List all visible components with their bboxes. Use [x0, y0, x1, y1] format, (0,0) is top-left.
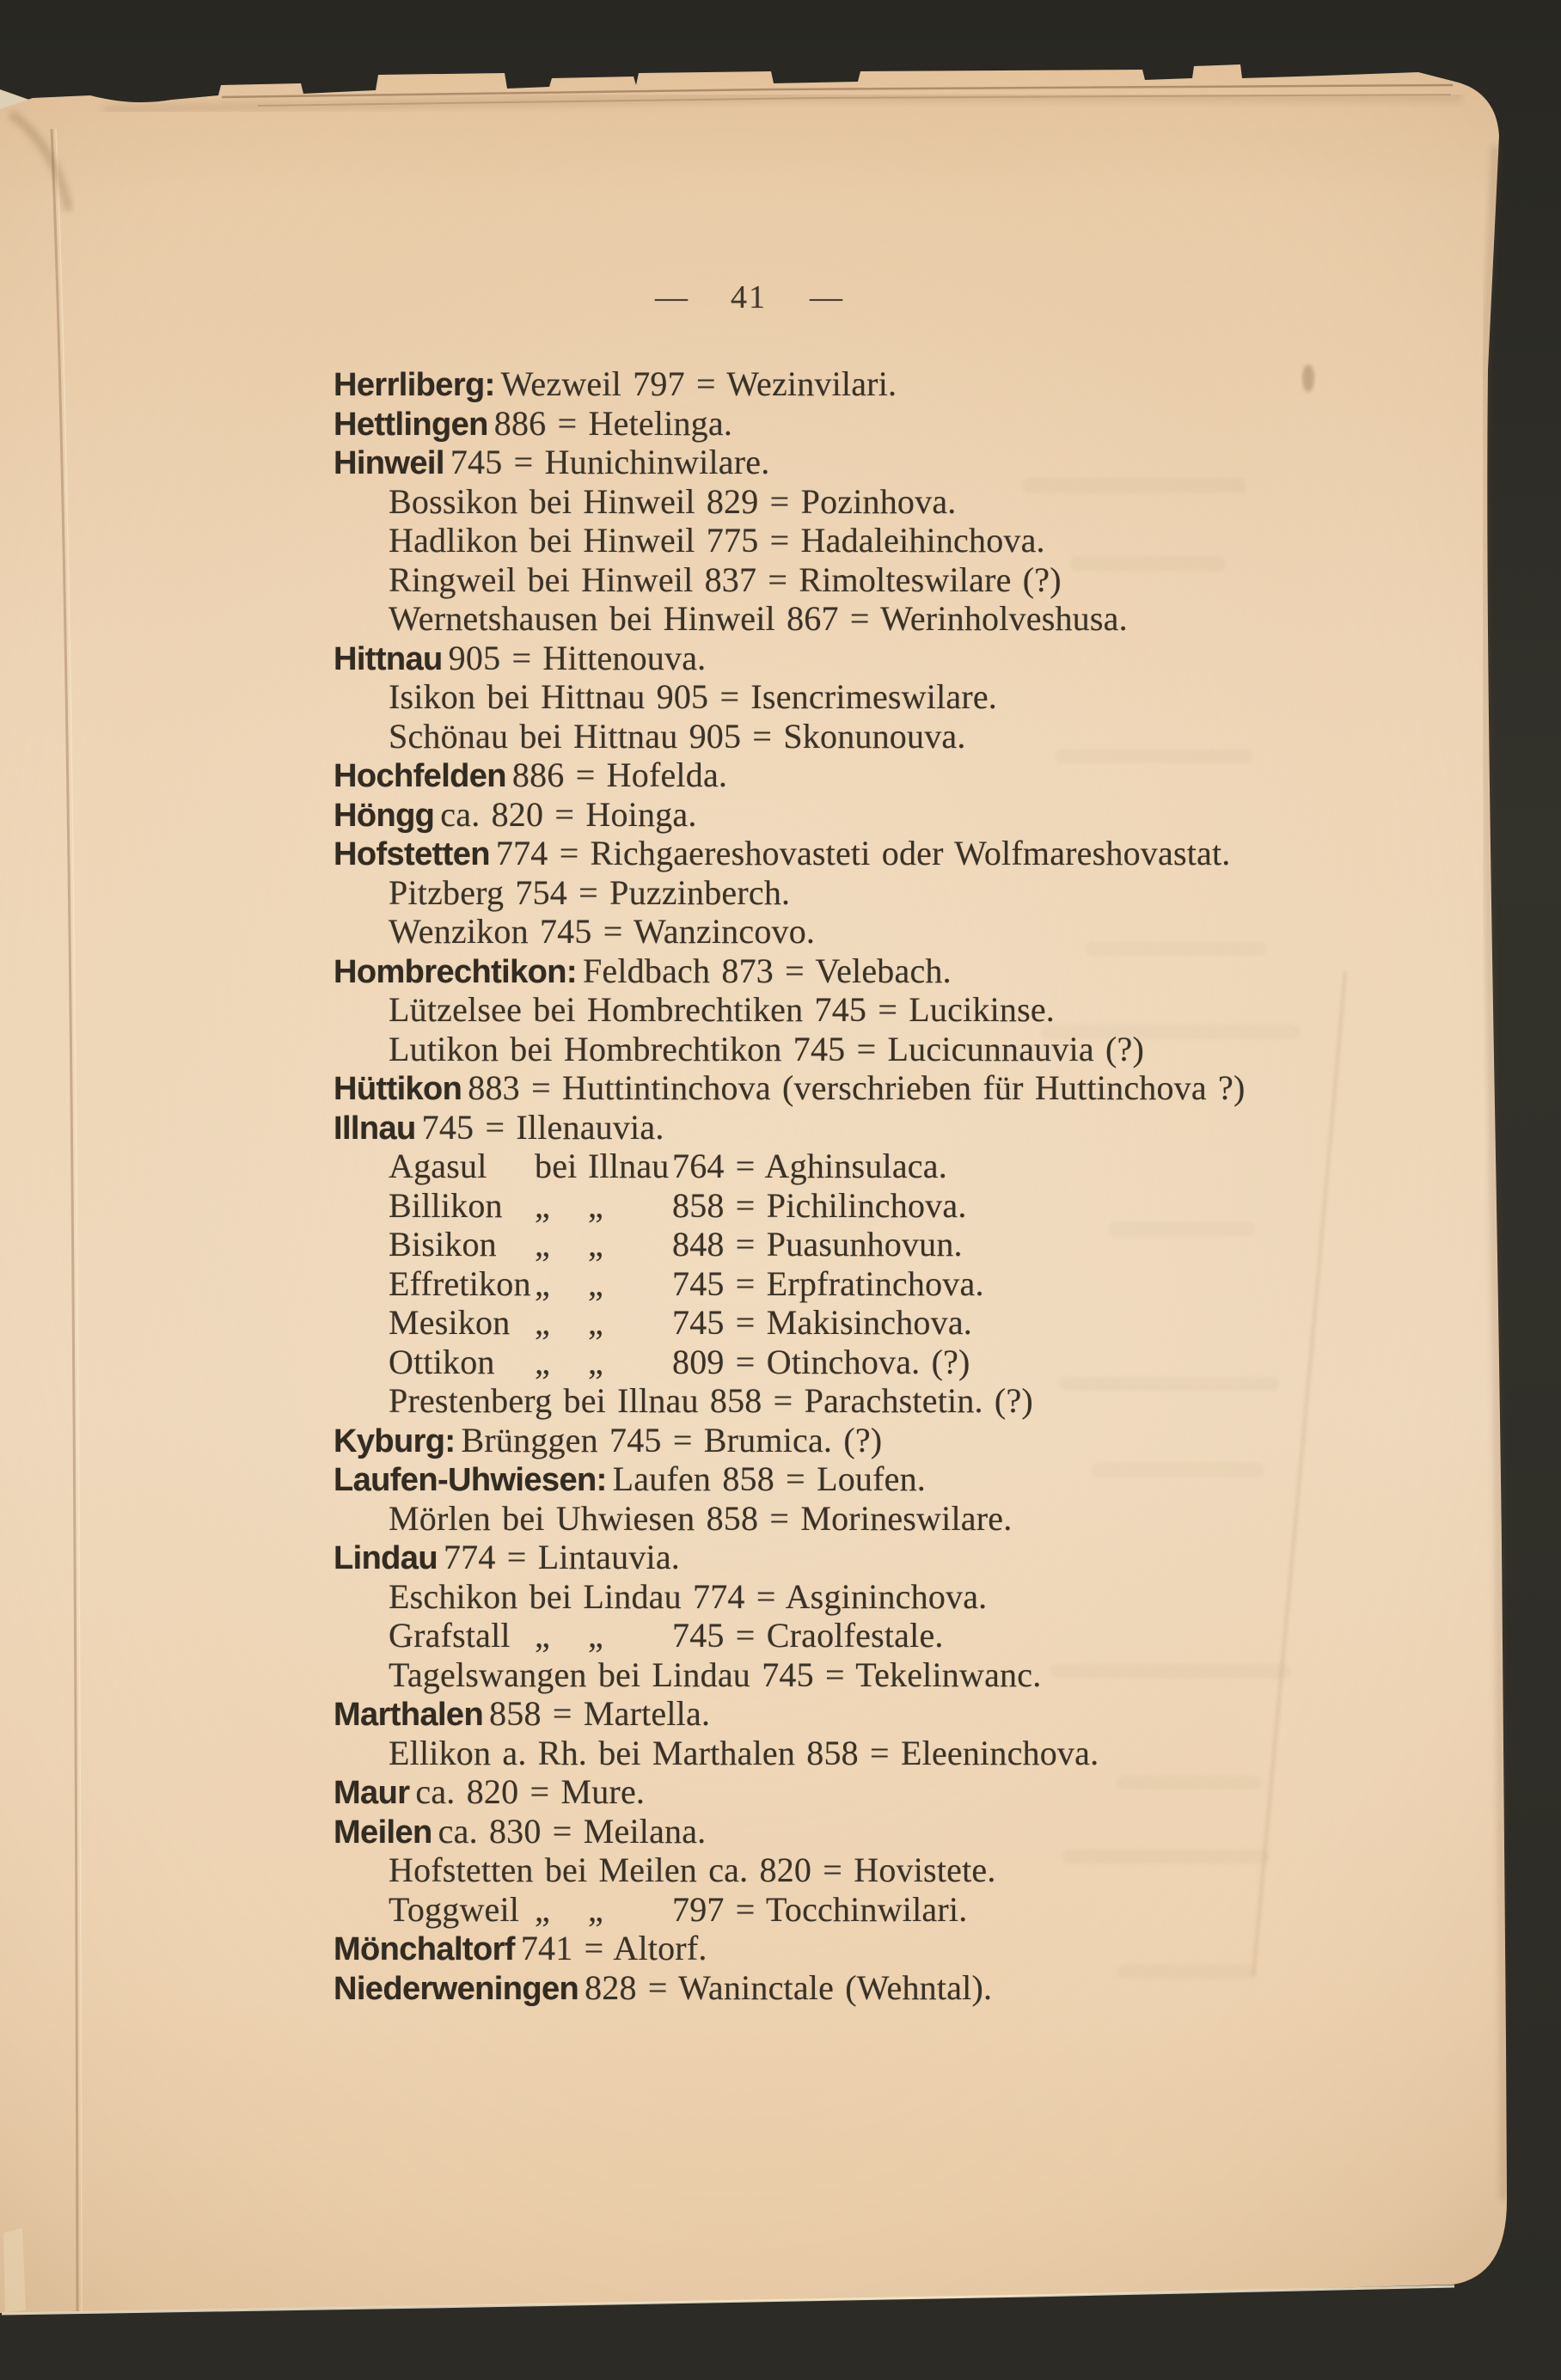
entry-line: [334, 1538, 1365, 1577]
entry-text: Wezweil 797 = Wezinvilari.: [500, 364, 897, 403]
sub-place-name: Billikon: [389, 1185, 503, 1225]
entry-line: [334, 1381, 1365, 1421]
place-headword: Meilen: [334, 1814, 432, 1851]
ditto-mark-col2: „: [588, 1225, 603, 1263]
entry-line: [334, 1343, 1365, 1382]
entry-text: Hofstetten bei Meilen ca. 820 = Hovistete.: [389, 1851, 996, 1889]
entry-line: [334, 756, 1365, 795]
entry-line: [334, 873, 1365, 913]
entry-line: [334, 1108, 1365, 1147]
place-headword: Hinweil: [334, 445, 444, 481]
entry-text: ca. 820 = Hoinga.: [440, 794, 697, 834]
entry-line: [334, 599, 1365, 639]
entry-line: [334, 1968, 1365, 2008]
entry-text: Eschikon bei Lindau 774 = Asgininchova.: [389, 1576, 988, 1616]
entry-text: 745 = Illenauvia.: [421, 1107, 664, 1147]
entry-line: [334, 1459, 1365, 1499]
entry-text: Bossikon bei Hinweil 829 = Pozinhova.: [389, 481, 957, 521]
entry-line: [334, 1772, 1365, 1812]
entries: [334, 364, 1365, 2007]
entry-line: [334, 1499, 1365, 1539]
entry-line: [334, 677, 1365, 717]
entry-text: 858 = Martella.: [489, 1694, 711, 1733]
entry-line: [334, 1890, 1365, 1930]
place-headword: Höngg: [334, 797, 435, 834]
entry-text: Schönau bei Hittnau 905 = Skonunouva.: [389, 716, 966, 756]
entry-text: Ringweil bei Hinweil 837 = Rimolteswilare (?): [389, 560, 1062, 599]
entry-text: 774 = Richgaereshovasteti oder Wolfmareshovastat.: [495, 834, 1231, 872]
entry-line: [334, 443, 1365, 482]
ditto-mark-col2: „: [588, 1303, 603, 1342]
entry-text: Feldbach 873 = Velebach.: [582, 951, 952, 990]
entry-line: [334, 1068, 1365, 1108]
entry-line: [334, 560, 1365, 600]
ditto-mark-col2: „: [588, 1263, 603, 1303]
ditto-mark-col2: Illnau: [588, 1147, 670, 1185]
entry-text: 886 = Hofelda.: [511, 756, 728, 794]
entry-line: [334, 1303, 1365, 1343]
entry-text: 797 = Tocchinwilari.: [672, 1889, 968, 1929]
entry-line: [334, 482, 1365, 522]
entry-line: [334, 990, 1365, 1030]
entry-text: 858 = Pichilinchova.: [672, 1185, 967, 1225]
entry-line: [334, 1655, 1365, 1695]
entry-text: Isikon bei Hittnau 905 = Isencrimeswilare.: [389, 677, 998, 716]
ditto-mark-col2: „: [588, 1889, 603, 1929]
entry-text: Ellikon a. Rh. bei Marthalen 858 = Eleeninchova.: [389, 1733, 1099, 1772]
entry-line: [334, 1577, 1365, 1617]
entry-line: [334, 404, 1365, 444]
place-headword: Marthalen: [334, 1697, 484, 1733]
entry-line: [334, 951, 1365, 991]
place-headword: Lindau: [334, 1540, 438, 1576]
ditto-mark-col1: „: [535, 1303, 550, 1342]
head-dash-right: —: [810, 279, 842, 315]
entry-line: [334, 1694, 1365, 1734]
ditto-mark-col2: „: [588, 1185, 603, 1225]
place-headword: Kyburg:: [334, 1422, 456, 1459]
head-dash-left: —: [655, 279, 688, 315]
page-number: 41: [731, 279, 767, 315]
entry-text: 905 = Hittenouva.: [448, 638, 707, 677]
entry-line: [334, 1616, 1365, 1655]
entry-text: ca. 820 = Mure.: [415, 1772, 646, 1811]
entry-line: [334, 834, 1365, 873]
entry-text: 745 = Makisinchova.: [672, 1303, 972, 1342]
ditto-mark-col1: „: [535, 1225, 550, 1263]
sub-place-name: Ottikon: [389, 1342, 495, 1381]
place-headword: Maur: [334, 1775, 410, 1811]
entry-text: Lützelsee bei Hombrechtiken 745 = Lucikinse.: [389, 990, 1056, 1029]
ditto-mark-col2: „: [588, 1342, 603, 1381]
entry-line: [334, 1030, 1365, 1069]
entry-line: [334, 1421, 1365, 1460]
entry-line: [334, 639, 1365, 678]
entry-line: [334, 1225, 1365, 1264]
place-headword: Laufen-Uhwiesen:: [334, 1462, 607, 1498]
ditto-mark-col1: „: [535, 1342, 550, 1381]
ditto-mark-col1: „: [535, 1263, 550, 1303]
sub-place-name: Grafstall: [389, 1616, 511, 1655]
entry-text: 848 = Puasunhovun.: [672, 1225, 963, 1263]
ditto-mark-col1: „: [535, 1185, 550, 1225]
place-headword: Hofstetten: [334, 836, 490, 872]
entry-text: Lutikon bei Hombrechtikon 745 = Lucicunnauvia (?): [389, 1029, 1145, 1068]
ditto-mark-col1: „: [535, 1889, 550, 1929]
entry-text: Laufen 858 = Loufen.: [612, 1459, 926, 1498]
entry-text: 883 = Huttintinchova (verschrieben für Huttinchova ?): [468, 1068, 1246, 1107]
entry-text: 809 = Otinchova. (?): [672, 1342, 970, 1381]
entry-text: 741 = Altorf.: [520, 1929, 707, 1967]
entry-text: Hadlikon bei Hinweil 775 = Hadaleihinchova.: [389, 521, 1045, 560]
entry-text: 745 = Craolfestale.: [672, 1616, 944, 1655]
underlying-page-edge-bottom: [3, 2228, 26, 2312]
entry-line: [334, 795, 1365, 835]
sub-place-name: Agasul: [389, 1147, 487, 1185]
ditto-mark-col1: „: [535, 1616, 550, 1655]
place-headword: Hochfelden: [334, 758, 506, 794]
entry-line: [334, 1186, 1365, 1226]
entry-line: [334, 1851, 1365, 1890]
entry-line: [334, 1147, 1365, 1186]
ditto-mark-col1: bei: [535, 1147, 578, 1185]
entry-text: Mörlen bei Uhwiesen 858 = Morineswilare.: [389, 1498, 1013, 1538]
entry-text: Wenzikon 745 = Wanzincovo.: [389, 912, 816, 951]
sub-place-name: Toggweil: [389, 1889, 520, 1929]
entry-text: Brünggen 745 = Brumica. (?): [461, 1420, 883, 1459]
entry-line: [334, 1812, 1365, 1851]
entry-text: 745 = Hunichinwilare.: [450, 443, 770, 481]
ditto-mark-col2: „: [588, 1616, 603, 1655]
place-headword: Herrliberg:: [334, 367, 495, 403]
sub-place-name: Mesikon: [389, 1303, 511, 1342]
entry-text: 774 = Lintauvia.: [443, 1538, 680, 1576]
entry-text: 886 = Hetelinga.: [493, 403, 733, 443]
entry-line: [334, 912, 1365, 951]
place-headword: Hettlingen: [334, 406, 488, 443]
entry-line: [334, 521, 1365, 560]
entry-text: 828 = Waninctale (Wehntal).: [585, 1967, 993, 2007]
place-headword: Illnau: [334, 1110, 416, 1147]
place-headword: Niederweningen: [334, 1970, 579, 2007]
entry-text: 745 = Erpfratinchova.: [672, 1263, 984, 1303]
entry-line: [334, 1929, 1365, 1968]
entry-line: [334, 1264, 1365, 1304]
entry-text: Tagelswangen bei Lindau 745 = Tekelinwanc.: [389, 1655, 1042, 1694]
entry-text: Wernetshausen bei Hinweil 867 = Werinholveshusa.: [389, 599, 1128, 638]
running-head: [655, 280, 842, 315]
entry-text: 764 = Aghinsulaca.: [672, 1147, 947, 1185]
entry-text: Prestenberg bei Illnau 858 = Parachstetin. (?): [389, 1381, 1033, 1420]
entry-text: ca. 830 = Meilana.: [438, 1811, 707, 1851]
entry-line: [334, 1734, 1365, 1773]
sub-place-name: Bisikon: [389, 1225, 497, 1263]
entry-line: [334, 717, 1365, 756]
place-headword: Hüttikon: [334, 1071, 462, 1107]
entry-line: [334, 364, 1365, 404]
sub-place-name: Effretikon: [389, 1263, 531, 1303]
place-headword: Hittnau: [334, 640, 443, 677]
place-headword: Hombrechtikon:: [334, 953, 577, 990]
entry-text: Pitzberg 754 = Puzzinberch.: [389, 872, 791, 912]
place-headword: Mönchaltorf: [334, 1931, 515, 1967]
